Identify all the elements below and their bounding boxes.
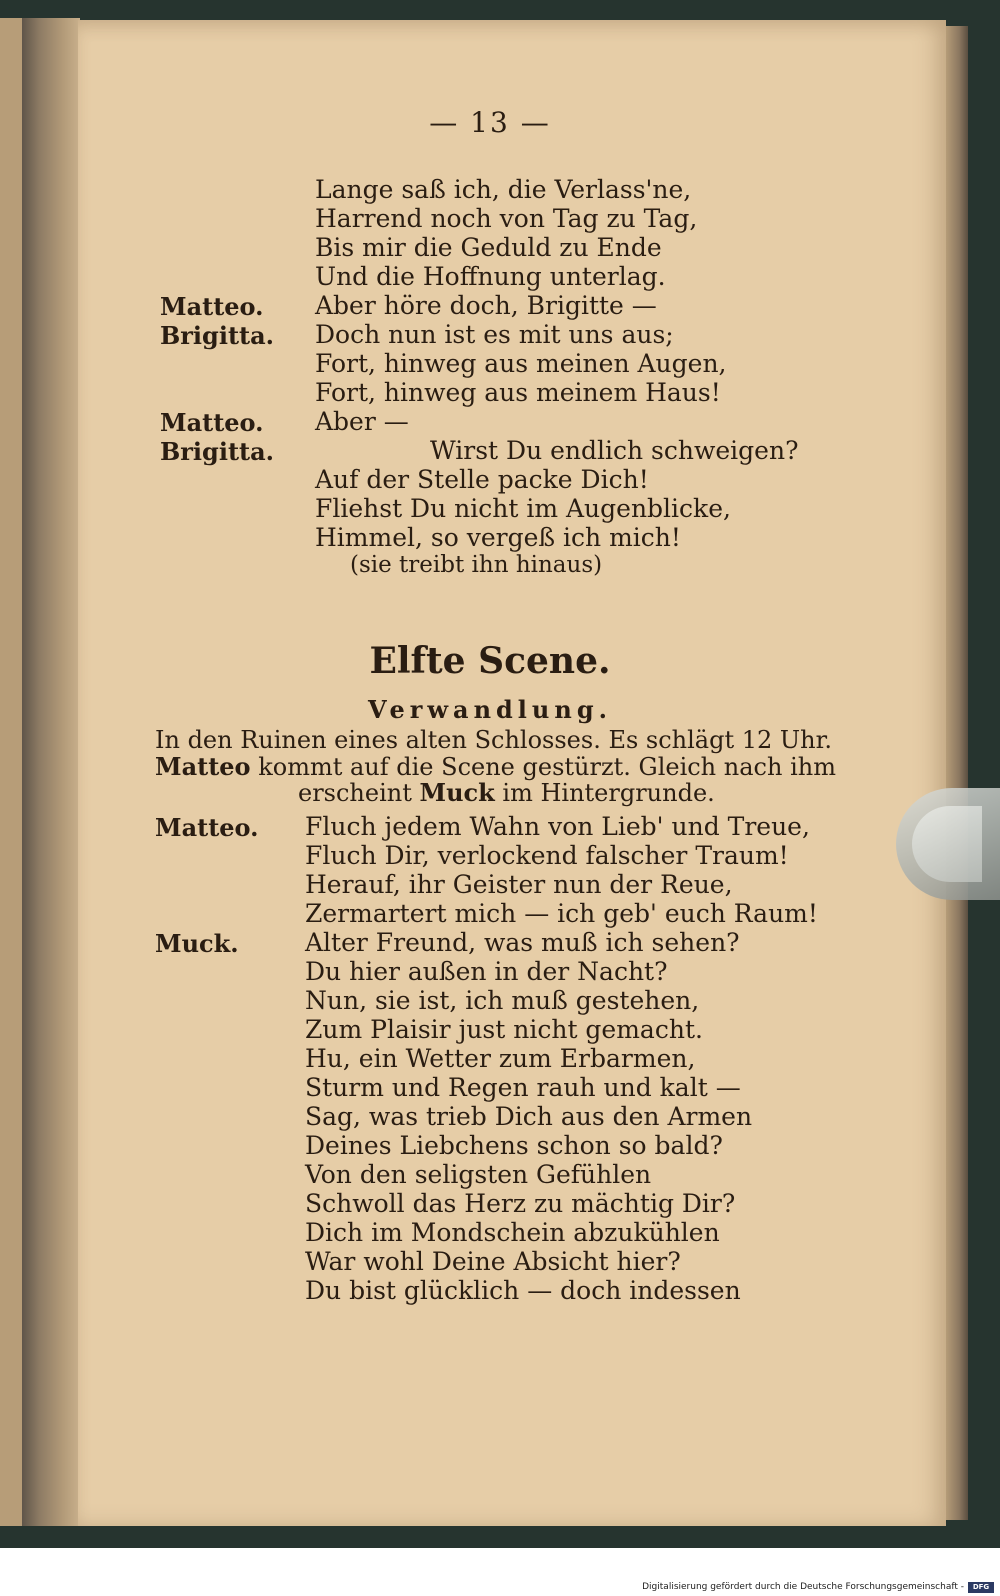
verse-line: Fliehst Du nicht im Augenblicke, <box>315 494 731 523</box>
verse-line: Deines Liebchens schon so bald? <box>305 1131 723 1160</box>
speaker-label: Brigitta. <box>160 437 275 466</box>
verse-line: Alter Freund, was muß ich sehen? <box>305 928 740 957</box>
verse-line: Fort, hinweg aus meinem Haus! <box>315 378 721 407</box>
scene-title: Elfte Scene. <box>369 640 611 682</box>
speaker-label: Matteo. <box>155 813 259 842</box>
verse-line: Lange saß ich, die Verlass'ne, <box>315 175 692 204</box>
verse-line: Zermartert mich — ich geb' euch Raum! <box>305 899 818 928</box>
verse-line: War wohl Deine Absicht hier? <box>305 1247 681 1276</box>
verse-line: Schwoll das Herz zu mächtig Dir? <box>305 1189 736 1218</box>
page-number: — 13 — <box>429 106 551 139</box>
verse-line: Dich im Mondschein abzukühlen <box>305 1218 720 1247</box>
stage-text: im Hintergrunde. <box>494 779 715 807</box>
funding-notice: Digitalisierung gefördert durch die Deutsche Forschungsgemeinschaft - <box>642 1582 964 1592</box>
verse-line: Auf der Stelle packe Dich! <box>315 465 649 494</box>
verse-line: Zum Plaisir just nicht gemacht. <box>305 1015 703 1044</box>
verse-line: Sturm und Regen rauh und kalt — <box>305 1073 741 1102</box>
left-page-edge <box>0 18 22 1526</box>
stage-direction-line <box>298 778 715 807</box>
verse-line: Doch nun ist es mit uns aus; <box>315 320 674 349</box>
stage-text: erscheint <box>298 779 420 807</box>
verse-line: Aber — <box>315 407 409 436</box>
scene-subtitle: Verwandlung. <box>368 695 612 724</box>
page-clip-highlight <box>912 806 982 882</box>
verse-line: Hu, ein Wetter zum Erbarmen, <box>305 1044 696 1073</box>
verse-line: Aber höre doch, Brigitte — <box>315 291 657 320</box>
verse-line: Du bist glücklich — doch indessen <box>305 1276 741 1305</box>
speaker-label: Muck. <box>155 929 239 958</box>
dfg-logo: DFG <box>968 1582 994 1593</box>
stage-direction-line <box>155 752 836 781</box>
stage-direction: (sie treibt ihn hinaus) <box>350 552 603 578</box>
verse-line: Wirst Du endlich schweigen? <box>430 436 799 465</box>
verse-line: Sag, was trieb Dich aus den Armen <box>305 1102 753 1131</box>
verse-line: Nun, sie ist, ich muß gestehen, <box>305 986 700 1015</box>
verse-line: Fluch jedem Wahn von Lieb' und Treue, <box>305 812 810 841</box>
binding-gutter <box>22 18 80 1526</box>
verse-line: Fluch Dir, verlockend falscher Traum! <box>305 841 789 870</box>
character-name: Muck <box>419 778 495 807</box>
verse-line: Bis mir die Geduld zu Ende <box>315 233 662 262</box>
verse-line: Und die Hoffnung unterlag. <box>315 262 666 291</box>
speaker-label: Brigitta. <box>160 321 275 350</box>
verse-line: Du hier außen in der Nacht? <box>305 957 668 986</box>
character-name: Matteo <box>155 752 251 781</box>
verse-line: Himmel, so vergeß ich mich! <box>315 523 681 552</box>
page-edge-right <box>946 26 968 1520</box>
stage-text: kommt auf die Scene gestürzt. Gleich nach ihm <box>250 753 836 781</box>
stage-direction-line: In den Ruinen eines alten Schlosses. Es schlägt 12 Uhr. <box>155 726 833 754</box>
speaker-label: Matteo. <box>160 408 264 437</box>
verse-line: Harrend noch von Tag zu Tag, <box>315 204 698 233</box>
verse-line: Fort, hinweg aus meinen Augen, <box>315 349 727 378</box>
verse-line: Herauf, ihr Geister nun der Reue, <box>305 870 733 899</box>
verse-line: Von den seligsten Gefühlen <box>305 1160 652 1189</box>
speaker-label: Matteo. <box>160 292 264 321</box>
